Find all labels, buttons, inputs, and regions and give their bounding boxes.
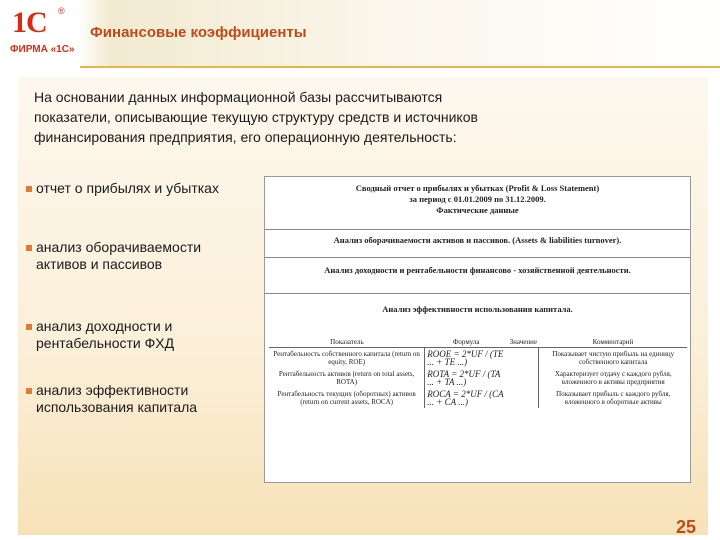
table-cell: ROTA = 2*UF / (TA ... + TA ...) <box>427 369 501 387</box>
table-row <box>269 368 687 388</box>
table-cell: Рентабельность текущих (оборотных) активов (return on current assets, ROCA) <box>269 388 425 408</box>
table-cell: ROOE = 2*UF / (TE ... + TE ...) <box>427 349 504 367</box>
table-cell: Характеризует отдачу с каждого рубля, вложенного в активы предприятия <box>539 368 687 388</box>
table-cell <box>508 348 539 369</box>
bullet-item <box>26 382 256 416</box>
bullet-text: анализ оборачиваемости <box>36 239 202 255</box>
capital-heading: Анализ эффективности использования капитала. <box>382 304 573 314</box>
table-cell <box>508 388 539 408</box>
logo-company-name: ФИРМА «1С» <box>10 44 75 55</box>
bullet-marker <box>26 388 32 394</box>
bullet-marker <box>26 245 32 251</box>
report-facts: Фактические данные <box>436 205 519 215</box>
table-cell: Рентабельность активов (return on total assets, ROTA) <box>269 368 425 388</box>
bullet-marker <box>26 186 32 192</box>
scan-divider <box>265 293 690 294</box>
table-cell <box>508 368 539 388</box>
capital-table <box>269 337 687 408</box>
company-logo <box>6 4 76 62</box>
bullet-marker <box>26 324 32 330</box>
column-header: Значение <box>509 338 537 346</box>
table-cell: ROCA = 2*UF / (CA ... + CA ...) <box>427 389 504 407</box>
table-cell: Показывает чистую прибыль на единицу собственного капитала <box>539 348 687 369</box>
report-title: Сводный отчет о прибылях и убытках (Profit & Loss Statement) <box>355 183 600 193</box>
page-number: 25 <box>676 517 697 537</box>
bullet-text-continued: рентабельности ФХД <box>36 335 175 351</box>
bullet-item <box>26 239 256 273</box>
logo-mark: 1С <box>12 6 47 39</box>
column-header: Комментарий <box>539 337 687 348</box>
bullet-item <box>26 318 256 352</box>
bullet-text-continued: активов и пассивов <box>36 256 163 272</box>
bullet-item <box>26 180 256 197</box>
slide-title: Финансовые коэффициенты <box>90 24 307 41</box>
table-cell: Рентабельность собственного капитала (return on equity, ROE) <box>269 348 425 369</box>
bullet-text: анализ доходности и <box>36 318 173 334</box>
report-scan <box>264 176 691 483</box>
bullet-text-continued: использования капитала <box>36 399 198 415</box>
turnover-heading: Анализ оборачиваемости активов и пассивов. (Assets & liabilities turnover). <box>333 235 622 245</box>
header-divider <box>80 66 720 68</box>
profitability-heading: Анализ доходности и рентабельности финансово - хозяйственной деятельности. <box>324 265 631 275</box>
intro-text: На основании данных информационной базы рассчитываются показатели, описывающие текущую структуру средств и источников финансирования предприятия, его операционную деятельность: <box>34 89 478 145</box>
bullet-text: отчет о прибылях и убытках <box>36 180 219 196</box>
table-row <box>269 388 687 408</box>
table-cell: Показывает прибыль с каждого рубля, вложенного в оборотные активы <box>539 388 687 408</box>
report-period: за период с 01.01.2009 по 31.12.2009. <box>409 194 546 204</box>
scan-divider <box>265 229 690 230</box>
table-row <box>269 348 687 369</box>
logo-registered: ® <box>58 6 65 16</box>
column-header: Показатель <box>269 337 425 348</box>
bullet-text: анализ эффективности <box>36 382 189 398</box>
scan-divider <box>265 257 690 258</box>
column-header: Формула <box>425 337 508 348</box>
header-bar <box>0 0 720 68</box>
table-header-row <box>269 337 687 348</box>
